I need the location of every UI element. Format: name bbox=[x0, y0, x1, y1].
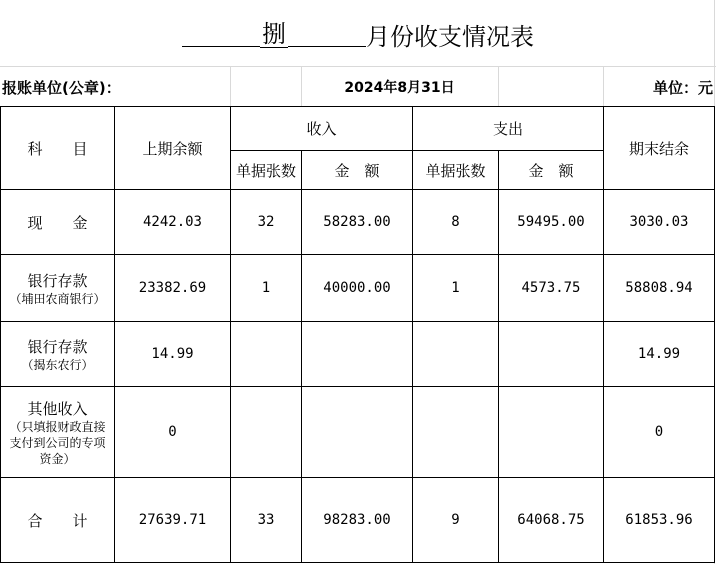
row-total-end: 61853.96 bbox=[625, 512, 693, 528]
report-title bbox=[0, 16, 716, 52]
title-suffix: 月份收支情况表 bbox=[366, 22, 534, 51]
row-bank2-subject: 银行存款 bbox=[27, 337, 88, 356]
row-bank2-in-amount bbox=[302, 322, 412, 386]
row-bank1-in-count: 1 bbox=[261, 280, 271, 296]
row-other-in-amount bbox=[302, 387, 412, 477]
title-month: 捌 bbox=[262, 19, 286, 48]
currency-unit: 单位：元 bbox=[652, 78, 713, 97]
row-bank2-subtitle: （揭东农行） bbox=[21, 357, 94, 372]
header-prev-balance: 上期余额 bbox=[142, 139, 203, 158]
row-cash-in-count: 32 bbox=[257, 214, 275, 230]
row-bank1-subject: 银行存款 bbox=[27, 271, 88, 290]
row-bank2-subject-cell bbox=[1, 322, 114, 386]
row-total-subject: 合 计 bbox=[27, 511, 88, 530]
row-total-prev: 27639.71 bbox=[138, 512, 207, 528]
row-other-subtitle: （只填报财政直接支付到公司的专项资金） bbox=[9, 419, 106, 466]
header-voucher-count-income: 单据张数 bbox=[235, 161, 296, 180]
row-bank1-out-amount: 4573.75 bbox=[521, 280, 581, 296]
unit-label: 报账单位(公章)： bbox=[2, 78, 121, 97]
row-bank1-prev: 23382.69 bbox=[138, 280, 207, 296]
title-blank-right bbox=[288, 22, 366, 47]
report-date: 2024年8月31日 bbox=[344, 80, 455, 96]
row-bank1-end: 58808.94 bbox=[625, 280, 693, 296]
row-bank2-out-count bbox=[413, 322, 498, 386]
row-bank2-prev: 14.99 bbox=[151, 346, 194, 362]
row-bank1-subtitle: （埔田农商银行） bbox=[9, 291, 106, 306]
title-blank-left bbox=[182, 22, 260, 47]
row-other-subject: 其他收入 bbox=[27, 399, 88, 418]
row-other-out-count bbox=[413, 387, 498, 477]
row-bank2-end: 14.99 bbox=[637, 346, 681, 362]
row-cash-end: 3030.03 bbox=[629, 214, 689, 230]
row-cash-out-amount: 59495.00 bbox=[517, 214, 585, 230]
border bbox=[0, 562, 715, 563]
row-bank1-in-amount: 40000.00 bbox=[323, 280, 391, 296]
header-income: 收入 bbox=[306, 120, 337, 138]
header-amount-expense: 金 额 bbox=[528, 161, 574, 180]
header-expense: 支出 bbox=[492, 120, 523, 138]
header-voucher-count-expense: 单据张数 bbox=[425, 161, 486, 180]
row-bank2-out-amount bbox=[499, 322, 603, 386]
row-bank1-subject-cell bbox=[1, 255, 114, 321]
row-total-in-amount: 98283.00 bbox=[323, 512, 391, 528]
row-other-end: 0 bbox=[654, 424, 664, 440]
row-cash-prev: 4242.03 bbox=[142, 214, 202, 230]
row-other-subject-cell bbox=[1, 387, 114, 477]
header-subject: 科 目 bbox=[27, 139, 88, 158]
row-other-prev: 0 bbox=[168, 424, 177, 440]
row-cash-subject: 现 金 bbox=[27, 213, 88, 232]
row-cash-in-amount: 58283.00 bbox=[323, 214, 391, 230]
gridline bbox=[498, 66, 499, 106]
row-total-out-count: 9 bbox=[451, 512, 460, 528]
row-other-in-count bbox=[231, 387, 301, 477]
row-bank2-in-count bbox=[231, 322, 301, 386]
header-amount-income: 金 额 bbox=[334, 161, 380, 180]
gridline bbox=[230, 66, 231, 106]
header-end-balance: 期末结余 bbox=[628, 139, 689, 158]
row-total-out-amount: 64068.75 bbox=[517, 512, 585, 528]
row-bank1-out-count: 1 bbox=[451, 280, 460, 296]
row-cash-out-count: 8 bbox=[451, 214, 460, 230]
row-total-in-count: 33 bbox=[257, 512, 275, 528]
row-other-out-amount bbox=[499, 387, 603, 477]
border bbox=[714, 106, 715, 563]
gridline bbox=[0, 66, 716, 67]
